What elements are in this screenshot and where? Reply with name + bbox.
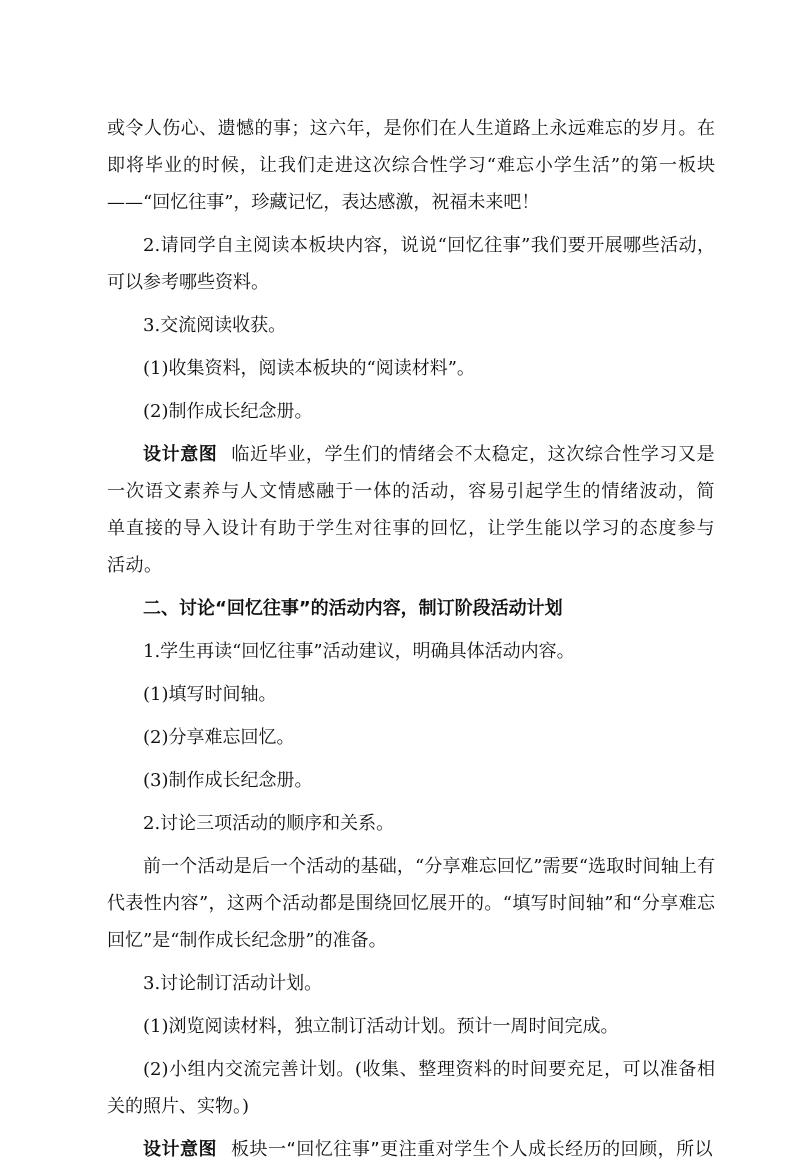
design-note-2 <box>107 1131 715 1168</box>
substep-album: (2)制作成长纪念册。 <box>143 401 313 422</box>
step-1-reread: 1.学生再读“回忆往事”活动建议，明确具体活动内容。 <box>143 641 575 662</box>
step-2-read: 2.请同学自主阅读本板块内容，说说“回忆往事”我们要开展哪些活动，可以参考哪些资料。 <box>107 235 715 293</box>
substep-timeline: (1)填写时间轴。 <box>143 684 277 705</box>
design-note-label: 设计意图 <box>143 444 218 465</box>
substep-browse: (1)浏览阅读材料，独立制订活动计划。预计一周时间完成。 <box>143 1016 619 1037</box>
substep-share-memory: (2)分享难忘回忆。 <box>143 727 295 748</box>
step-3-plan: 3.讨论制订活动计划。 <box>143 973 323 994</box>
design-note-text: 临近毕业，学生们的情绪会不太稳定，这次综合性学习又是一次语文素养与人文情感融于一体的活动，容易引起学生的情绪波动，简单直接的导入设计有助于学生对往事的回忆，让学生能以学习的态度参与活动。 <box>107 444 716 576</box>
substep-make-album: (3)制作成长纪念册。 <box>143 770 313 791</box>
document-page <box>107 110 715 1168</box>
paragraph-relationship: 前一个活动是后一个活动的基础，“分享难忘回忆”需要“选取时间轴上有代表性内容”，这两个活动都是围绕回忆展开的。“填写时间轴”和“分享难忘回忆”是“制作成长纪念册”的准备。 <box>107 856 715 951</box>
substep-collect: (1)收集资料，阅读本板块的“阅读材料”。 <box>143 358 475 379</box>
paragraph-intro-continued: 或令人伤心、遗憾的事；这六年，是你们在人生道路上永远难忘的岁月。在即将毕业的时候，让我们走进这次综合性学习“难忘小学生活”的第一板块——“回忆往事”，珍藏记忆，表达感激，祝福未来吧！ <box>107 118 715 213</box>
substep-group: (2)小组内交流完善计划。(收集、整理资料的时间要充足，可以准备相关的照片、实物。) <box>107 1059 715 1117</box>
step-3-share: 3.交流阅读收获。 <box>143 315 287 336</box>
step-2-discuss: 2.讨论三项活动的顺序和关系。 <box>143 813 395 834</box>
design-note-text: 板块一“回忆往事”更注重对学生个人成长经历的回顾，所以 <box>231 1139 714 1160</box>
design-note-1 <box>107 436 715 584</box>
design-note-label: 设计意图 <box>143 1139 217 1160</box>
section-heading-2: 二、讨论“回忆往事”的活动内容，制订阶段活动计划 <box>143 598 563 619</box>
